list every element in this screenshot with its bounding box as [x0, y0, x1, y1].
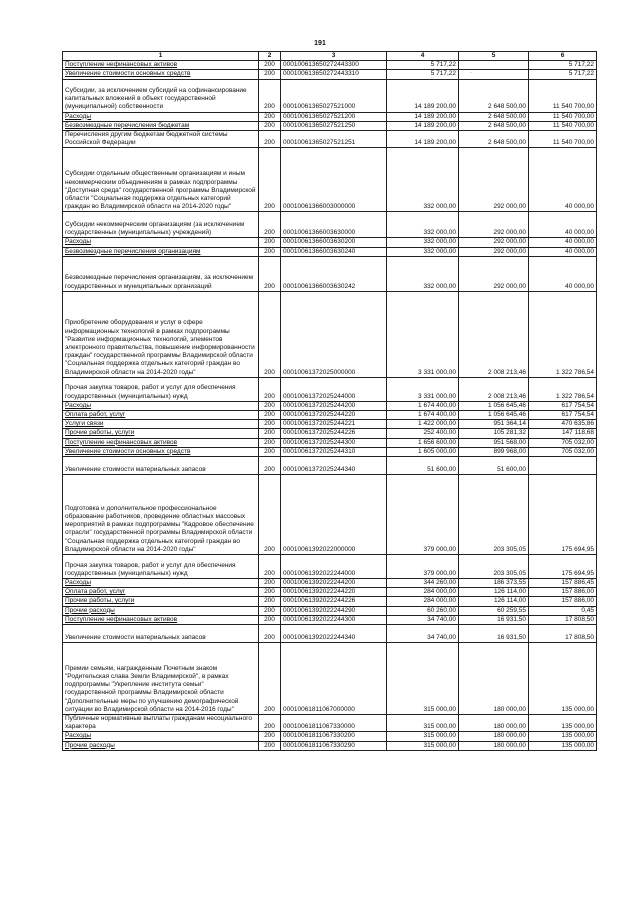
row-approved-amount: 344 260,00	[387, 579, 459, 588]
table-row	[63, 597, 597, 606]
row-remaining-amount: 617 754,54	[529, 401, 597, 410]
row-budget-code: 00010061392022000000	[281, 475, 387, 555]
row-budget-code: 00010061365027521251	[281, 131, 387, 148]
row-name: Оплата работ, услуг	[63, 588, 259, 597]
table-row	[63, 438, 597, 447]
row-remaining-amount: 11 540 700,00	[529, 131, 597, 148]
row-remaining-amount: 705 032,00	[529, 438, 597, 447]
row-line-code: 200	[259, 447, 281, 456]
table-row	[63, 606, 597, 615]
row-line-code: 200	[259, 79, 281, 112]
row-executed-amount: 292 000,00	[459, 238, 529, 247]
row-line-code: 200	[259, 732, 281, 741]
row-name: Перечисления другим бюджетам бюджетной системы Российской Федерации	[63, 131, 259, 148]
table-row	[63, 741, 597, 750]
row-remaining-amount: 5 717,22	[529, 70, 597, 79]
row-executed-amount: 51 600,00	[459, 457, 529, 475]
row-line-code: 200	[259, 377, 281, 401]
row-approved-amount: 1 674 400,00	[387, 411, 459, 420]
row-name: Безвозмездные перечисления организациям	[63, 247, 259, 256]
row-budget-code: 00010061366003630242	[281, 256, 387, 291]
row-remaining-amount	[529, 457, 597, 475]
table-row	[63, 121, 597, 130]
row-remaining-amount: 135 000,00	[529, 715, 597, 732]
row-executed-amount: 180 000,00	[459, 715, 529, 732]
row-line-code: 200	[259, 291, 281, 377]
row-executed-amount: 180 000,00	[459, 643, 529, 715]
row-approved-amount: 3 331 000,00	[387, 377, 459, 401]
table-row	[63, 429, 597, 438]
row-budget-code: 00010061392022244000	[281, 555, 387, 579]
table-row	[63, 588, 597, 597]
table-row	[63, 291, 597, 377]
row-budget-code: 00010061392022244226	[281, 597, 387, 606]
row-remaining-amount: 40 000,00	[529, 238, 597, 247]
row-executed-amount: 951 568,00	[459, 438, 529, 447]
row-remaining-amount: 157 886,00	[529, 588, 597, 597]
row-budget-code: 00010061372025244221	[281, 420, 387, 429]
row-executed-amount: 292 000,00	[459, 256, 529, 291]
row-line-code: 200	[259, 70, 281, 79]
row-approved-amount: 14 189 200,00	[387, 121, 459, 130]
row-line-code: 200	[259, 256, 281, 291]
row-executed-amount: 126 114,00	[459, 597, 529, 606]
row-executed-amount	[459, 70, 529, 79]
row-line-code: 200	[259, 438, 281, 447]
table-row	[63, 79, 597, 112]
table-row	[63, 238, 597, 247]
row-executed-amount: 292 000,00	[459, 148, 529, 212]
row-line-code: 200	[259, 741, 281, 750]
row-name: Расходы	[63, 112, 259, 121]
row-name: Премии семьям, награжденным Почетным знаком "Родительская слава Земли Владимирской", в рамках подпрограммы "Укрепление института семьи" государственной программы Владимирской области "Дополнительные меры по улучшению демографической ситуации во Владимирской области на 2014-2016 годы"	[63, 643, 259, 715]
row-approved-amount: 5 717,22	[387, 70, 459, 79]
row-line-code: 200	[259, 555, 281, 579]
row-budget-code: 00010061811067330000	[281, 715, 387, 732]
row-approved-amount: 34 740,00	[387, 625, 459, 643]
table-row	[63, 447, 597, 456]
row-name: Увеличение стоимости материальных запасов	[63, 625, 259, 643]
row-name: Расходы	[63, 401, 259, 410]
row-approved-amount: 284 000,00	[387, 588, 459, 597]
row-executed-amount: 951 364,14	[459, 420, 529, 429]
row-budget-code: 000100613650272443310	[281, 70, 387, 79]
row-approved-amount: 3 331 000,00	[387, 291, 459, 377]
row-approved-amount: 5 717,22	[387, 61, 459, 70]
row-name: Увеличение стоимости основных средств	[63, 447, 259, 456]
row-budget-code: 00010061365027521250	[281, 121, 387, 130]
row-approved-amount: 379 000,00	[387, 555, 459, 579]
row-budget-code: 00010061392022244200	[281, 579, 387, 588]
row-executed-amount	[459, 61, 529, 70]
row-approved-amount: 332 000,00	[387, 238, 459, 247]
table-row	[63, 625, 597, 643]
row-executed-amount: 2 648 500,00	[459, 131, 529, 148]
row-line-code: 200	[259, 131, 281, 148]
row-budget-code: 00010061365027521000	[281, 79, 387, 112]
row-executed-amount: 899 968,00	[459, 447, 529, 456]
table-row	[63, 475, 597, 555]
row-executed-amount: 105 281,32	[459, 429, 529, 438]
table-row	[63, 715, 597, 732]
table-row	[63, 401, 597, 410]
row-budget-code: 00010061372025244000	[281, 377, 387, 401]
row-budget-code: 00010061372025244310	[281, 447, 387, 456]
row-executed-amount: 16 931,50	[459, 625, 529, 643]
row-line-code: 200	[259, 475, 281, 555]
table-row	[63, 579, 597, 588]
row-line-code: 200	[259, 411, 281, 420]
row-approved-amount: 332 000,00	[387, 247, 459, 256]
row-budget-code: 00010061372025244300	[281, 438, 387, 447]
row-remaining-amount: 40 000,00	[529, 256, 597, 291]
table-row	[63, 131, 597, 148]
row-remaining-amount: 147 118,68	[529, 429, 597, 438]
row-approved-amount: 1 605 000,00	[387, 447, 459, 456]
row-name: Безвозмездные перечисления организациям, за исключением государственных и муниципальных организаций	[63, 256, 259, 291]
row-budget-code: 00010061392022244300	[281, 615, 387, 624]
row-budget-code: 00010061811067000000	[281, 643, 387, 715]
row-remaining-amount: 617 754,54	[529, 411, 597, 420]
row-budget-code: 00010061372025000000	[281, 291, 387, 377]
column-header-2: 2	[259, 52, 281, 61]
row-remaining-amount: 40 000,00	[529, 212, 597, 238]
row-name: Субсидии отдельным общественным организациям и иным некоммерческим объединениям в рамках подпрограммы "Доступная среда" государственной программы Владимирской области "Социальная поддержка отдельных категорий граждан во Владимирской области на 2014-2020 годы"	[63, 148, 259, 212]
row-name: Увеличение стоимости материальных запасов	[63, 457, 259, 475]
column-header-4: 4	[387, 52, 459, 61]
row-name: Подготовка и дополнительное профессиональное образование работников, проведение областных массовых мероприятий в рамках подпрограммы "Кадровое обеспечение отрасли" государственной программы Владимирской области "Социальная поддержка отдельных категорий граждан во Владимирской области на 2014-2020 годы"	[63, 475, 259, 555]
row-executed-amount: 292 000,00	[459, 247, 529, 256]
table-row	[63, 377, 597, 401]
table-row	[63, 732, 597, 741]
row-approved-amount: 315 000,00	[387, 732, 459, 741]
row-budget-code: 00010061372025244226	[281, 429, 387, 438]
table-row	[63, 112, 597, 121]
table-row	[63, 212, 597, 238]
row-budget-code: 00010061366003630240	[281, 247, 387, 256]
row-executed-amount: 2 648 500,00	[459, 112, 529, 121]
row-remaining-amount: 11 540 700,00	[529, 112, 597, 121]
row-remaining-amount: 40 000,00	[529, 148, 597, 212]
row-name: Прочие работы, услуги	[63, 597, 259, 606]
row-line-code: 200	[259, 61, 281, 70]
table-row	[63, 256, 597, 291]
row-line-code: 200	[259, 238, 281, 247]
row-name: Субсидии некоммерческим организациям (за исключением государственных (муниципальных) учреждений)	[63, 212, 259, 238]
row-remaining-amount: 175 694,95	[529, 475, 597, 555]
row-budget-code: 00010061372025244340	[281, 457, 387, 475]
column-header-6: 6	[529, 52, 597, 61]
row-name: Прочие работы, услуги	[63, 429, 259, 438]
row-remaining-amount: 40 000,00	[529, 247, 597, 256]
row-remaining-amount: 175 694,95	[529, 555, 597, 579]
row-approved-amount: 252 400,00	[387, 429, 459, 438]
budget-execution-table	[62, 51, 597, 751]
row-line-code: 200	[259, 715, 281, 732]
column-header-5: 5	[459, 52, 529, 61]
row-remaining-amount: 1 322 786,54	[529, 291, 597, 377]
row-line-code: 200	[259, 420, 281, 429]
row-approved-amount: 14 189 200,00	[387, 79, 459, 112]
row-line-code: 200	[259, 112, 281, 121]
row-approved-amount: 284 000,00	[387, 597, 459, 606]
row-budget-code: 00010061811067330290	[281, 741, 387, 750]
row-remaining-amount: 470 635,86	[529, 420, 597, 429]
row-approved-amount: 315 000,00	[387, 741, 459, 750]
row-line-code: 200	[259, 148, 281, 212]
row-executed-amount: 292 000,00	[459, 212, 529, 238]
row-line-code: 200	[259, 625, 281, 643]
row-name: Расходы	[63, 238, 259, 247]
row-executed-amount: 203 305,05	[459, 555, 529, 579]
row-name: Поступление нефинансовых активов	[63, 438, 259, 447]
row-executed-amount: 2 008 213,46	[459, 291, 529, 377]
table-row	[63, 615, 597, 624]
table-row	[63, 411, 597, 420]
row-approved-amount: 379 000,00	[387, 475, 459, 555]
row-approved-amount: 14 189 200,00	[387, 131, 459, 148]
row-name: Поступление нефинансовых активов	[63, 61, 259, 70]
row-executed-amount: 2 008 213,46	[459, 377, 529, 401]
row-line-code: 200	[259, 597, 281, 606]
row-name: Увеличение стоимости основных средств	[63, 70, 259, 79]
row-name: Прочие расходы	[63, 606, 259, 615]
table-row	[63, 61, 597, 70]
row-line-code: 200	[259, 401, 281, 410]
row-name: Расходы	[63, 579, 259, 588]
row-approved-amount: 315 000,00	[387, 643, 459, 715]
row-name: Услуги связи	[63, 420, 259, 429]
row-approved-amount: 34 740,00	[387, 615, 459, 624]
row-budget-code: 00010061811067330200	[281, 732, 387, 741]
table-header-row	[63, 52, 597, 61]
row-approved-amount: 14 189 200,00	[387, 112, 459, 121]
row-name: Публичные нормативные выплаты гражданам несоциального характера	[63, 715, 259, 732]
stray-mark: ·	[470, 70, 472, 76]
row-remaining-amount: 135 000,00	[529, 741, 597, 750]
row-executed-amount: 186 373,55	[459, 579, 529, 588]
row-approved-amount: 332 000,00	[387, 212, 459, 238]
row-remaining-amount: 17 808,50	[529, 615, 597, 624]
row-budget-code: 000100613650272443300	[281, 61, 387, 70]
row-budget-code: 00010061372025244200	[281, 401, 387, 410]
row-line-code: 200	[259, 247, 281, 256]
row-name: Субсидии, за исключением субсидий на софинансирование капитальных вложений в объект государственной (муниципальной) собственности	[63, 79, 259, 112]
row-name: Прочая закупка товаров, работ и услуг для обеспечения государственных (муниципальных) нужд	[63, 377, 259, 401]
row-executed-amount: 180 000,00	[459, 741, 529, 750]
table-row	[63, 457, 597, 475]
row-approved-amount: 332 000,00	[387, 148, 459, 212]
row-executed-amount: 2 648 500,00	[459, 121, 529, 130]
row-approved-amount: 51 600,00	[387, 457, 459, 475]
row-remaining-amount: 135 000,00	[529, 732, 597, 741]
row-executed-amount: 126 114,00	[459, 588, 529, 597]
row-line-code: 200	[259, 579, 281, 588]
row-budget-code: 00010061366003630000	[281, 212, 387, 238]
table-row	[63, 643, 597, 715]
row-remaining-amount: 157 886,45	[529, 579, 597, 588]
row-line-code: 200	[259, 643, 281, 715]
row-name: Прочая закупка товаров, работ и услуг для обеспечения государственных (муниципальных) нужд	[63, 555, 259, 579]
table-row	[63, 247, 597, 256]
row-remaining-amount: 157 886,00	[529, 597, 597, 606]
table-row	[63, 148, 597, 212]
row-line-code: 200	[259, 121, 281, 130]
row-remaining-amount: 1 322 786,54	[529, 377, 597, 401]
row-remaining-amount: 11 540 700,00	[529, 121, 597, 130]
row-budget-code: 00010061392022244220	[281, 588, 387, 597]
table-row	[63, 555, 597, 579]
row-executed-amount: 16 931,50	[459, 615, 529, 624]
row-budget-code: 00010061366003000000	[281, 148, 387, 212]
row-remaining-amount: 5 717,22	[529, 61, 597, 70]
row-executed-amount: 2 648 500,00	[459, 79, 529, 112]
row-remaining-amount: 0,45	[529, 606, 597, 615]
column-header-1: 1	[63, 52, 259, 61]
row-line-code: 200	[259, 429, 281, 438]
row-executed-amount: 1 056 645,46	[459, 411, 529, 420]
table-row	[63, 420, 597, 429]
row-name: Прочие расходы	[63, 741, 259, 750]
row-line-code: 200	[259, 212, 281, 238]
row-executed-amount: 60 259,55	[459, 606, 529, 615]
row-remaining-amount: 11 540 700,00	[529, 79, 597, 112]
row-executed-amount: 203 305,05	[459, 475, 529, 555]
row-name: Расходы	[63, 732, 259, 741]
row-remaining-amount: 17 808,50	[529, 625, 597, 643]
table-body	[63, 61, 597, 751]
row-name: Приобретение оборудования и услуг в сфере информационных технологий в рамках подпрограммы "Развитие информационных технологий, элементов электронного правительства, повышение информированности граждан" государственной программы Владимирской области "Социальная поддержка отдельных категорий граждан во Владимирской области на 2014-2020 годы"	[63, 291, 259, 377]
page-number: 191	[314, 40, 326, 47]
row-line-code: 200	[259, 615, 281, 624]
row-name: Оплата работ, услуг	[63, 411, 259, 420]
row-approved-amount: 1 422 000,00	[387, 420, 459, 429]
row-name: Безвозмездные перечисления бюджетам	[63, 121, 259, 130]
row-remaining-amount: 135 000,00	[529, 643, 597, 715]
row-budget-code: 00010061365027521200	[281, 112, 387, 121]
row-line-code: 200	[259, 606, 281, 615]
row-budget-code: 00010061372025244220	[281, 411, 387, 420]
row-approved-amount: 332 000,00	[387, 256, 459, 291]
row-budget-code: 00010061392022244340	[281, 625, 387, 643]
column-header-3: 3	[281, 52, 387, 61]
row-executed-amount: 1 056 645,46	[459, 401, 529, 410]
row-approved-amount: 1 656 600,00	[387, 438, 459, 447]
row-executed-amount: 180 000,00	[459, 732, 529, 741]
row-budget-code: 00010061366003630200	[281, 238, 387, 247]
row-line-code: 200	[259, 457, 281, 475]
row-line-code: 200	[259, 588, 281, 597]
table-row	[63, 70, 597, 79]
row-name: Поступление нефинансовых активов	[63, 615, 259, 624]
row-remaining-amount: 705 032,00	[529, 447, 597, 456]
row-approved-amount: 60 260,00	[387, 606, 459, 615]
row-approved-amount: 1 674 400,00	[387, 401, 459, 410]
row-budget-code: 00010061392022244290	[281, 606, 387, 615]
row-approved-amount: 315 000,00	[387, 715, 459, 732]
